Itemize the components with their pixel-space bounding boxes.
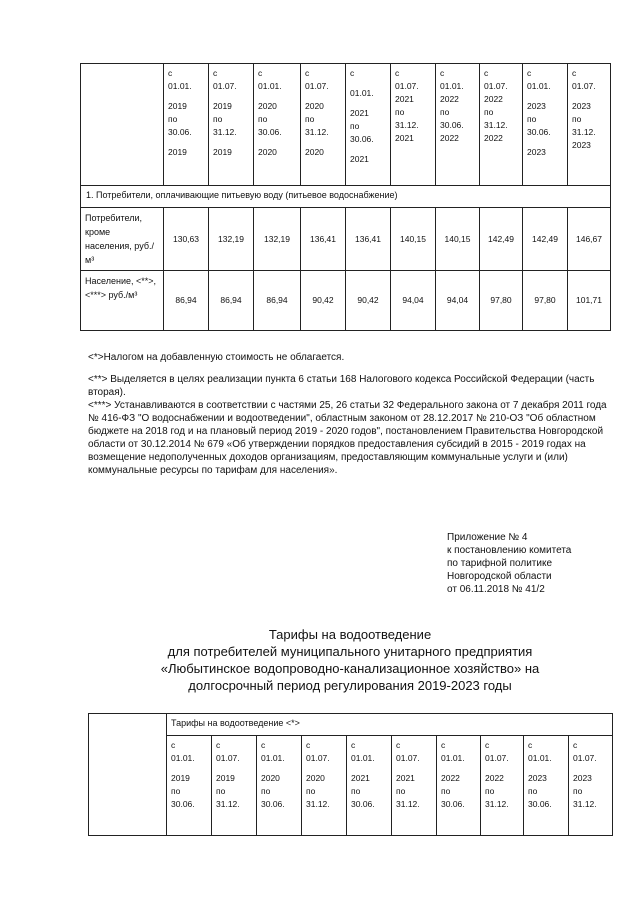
period-cell: с 01.01. 2020 по 30.06. 2020 [254, 64, 301, 186]
table-row [81, 271, 611, 331]
appendix-line: к постановлению комитета [447, 545, 572, 556]
appendix-block [447, 531, 571, 596]
period-cell: с 01.07. 2022 по 31.12. [481, 736, 524, 836]
value-cell: 140,15 [436, 208, 480, 271]
period-header-row [81, 64, 611, 186]
value-cell: 146,67 [568, 208, 611, 271]
period-cell: с 01.01. 2019 по 30.06. [167, 736, 212, 836]
period-cell: с 01.07. 2020 по 31.12. [302, 736, 347, 836]
header-empty-cell [81, 64, 164, 186]
value-cell: 132,19 [254, 208, 301, 271]
value-cell: 94,04 [436, 271, 480, 331]
footnote-vat: <*>Налогом на добавленную стоимость не облагается. [88, 352, 345, 363]
value-cell: 94,04 [391, 271, 436, 331]
title-line: Тарифы на водоотведение [268, 627, 432, 642]
period-cell: с 01.01. 2021 по 30.06. [347, 736, 392, 836]
appendix-line: от 06.11.2018 № 41/2 [447, 584, 545, 595]
header-empty-cell [89, 714, 167, 836]
period-cell: с 01.01. 2022 по 30.06. 2022 [436, 64, 480, 186]
period-cell: с 01.07. 2019 по 31.12. [212, 736, 257, 836]
value-cell: 97,80 [480, 271, 523, 331]
title-line: «Любытинское водопроводно-канализационное хозяйство» на [160, 661, 540, 676]
section-title: 1. Потребители, оплачивающие питьевую воду (питьевое водоснабжение) [81, 186, 611, 208]
footnotes [88, 351, 608, 477]
value-cell: 142,49 [480, 208, 523, 271]
value-cell: 142,49 [523, 208, 568, 271]
period-cell: с 01.01. 2019 по 30.06. 2019 [164, 64, 209, 186]
value-cell: 136,41 [301, 208, 346, 271]
period-cell: с 01.07. 2023 по 31.12. 2023 [568, 64, 611, 186]
value-cell: 101,71 [568, 271, 611, 331]
value-cell: 86,94 [209, 271, 254, 331]
value-cell: 97,80 [523, 271, 568, 331]
value-cell: 136,41 [346, 208, 391, 271]
value-cell: 90,42 [346, 271, 391, 331]
period-cell: с 01.07. 2020 по 31.12. 2020 [301, 64, 346, 186]
tariff-table-sewerage [88, 713, 613, 836]
value-cell: 130,63 [164, 208, 209, 271]
appendix-line: Новгородской области [447, 571, 552, 582]
value-cell: 132,19 [209, 208, 254, 271]
page-title [90, 626, 610, 694]
period-cell: с 01.01. 2022 по 30.06. [437, 736, 481, 836]
row-label: Население, <**>, <***> руб./м³ [81, 271, 164, 331]
period-cell: с 01.07. 2023 по 31.12. [569, 736, 613, 836]
title-line: для потребителей муниципального унитарного предприятия [167, 644, 533, 659]
period-cell: с 01.01. 2023 по 30.06. 2023 [523, 64, 568, 186]
period-cell: с 01.07. 2021 по 31.12. 2021 [391, 64, 436, 186]
period-cell: с 01.07. 2019 по 31.12. 2019 [209, 64, 254, 186]
period-cell: с 01.07. 2022 по 31.12. 2022 [480, 64, 523, 186]
title-line: долгосрочный период регулирования 2019-2023 годы [188, 678, 512, 693]
period-cell: с 01.01. 2023 по 30.06. [524, 736, 569, 836]
footnote-tax-code: <**> Выделяется в целях реализации пункта 6 статьи 168 Налогового кодекса Российской Федерации (часть вторая). [88, 374, 595, 398]
appendix-line: по тарифной политике [447, 558, 552, 569]
period-cell: с 01.01. 2020 по 30.06. [257, 736, 302, 836]
period-cell: с 01.07. 2021 по 31.12. [392, 736, 437, 836]
header-row [89, 714, 613, 736]
value-cell: 86,94 [164, 271, 209, 331]
table-header: Тарифы на водоотведение <*> [167, 714, 613, 736]
appendix-line: Приложение № 4 [447, 532, 528, 543]
value-cell: 90,42 [301, 271, 346, 331]
tariff-table-water-supply [80, 63, 611, 331]
period-cell: с 01.01. 2021 по 30.06. 2021 [346, 64, 391, 186]
period-header-row [89, 736, 613, 836]
table-row [81, 208, 611, 271]
value-cell: 140,15 [391, 208, 436, 271]
section-row [81, 186, 611, 208]
row-label: Потребители, кроме населения, руб./м³ [81, 208, 164, 271]
value-cell: 86,94 [254, 271, 301, 331]
footnote-federal-law: <***> Устанавливаются в соответствии с частями 25, 26 статьи 32 Федерального закона от 7 декабря 2011 года № 416-ФЗ "О водоснабжении и водоотведении", областным законом от 28.12.2017 № 210-ОЗ "Об областном бюджете на 2018 год и на плановый период 2019 - 2020 годов", постановлением Правительства Новгородской области от 30.12.2014 № 679 «Об утверждении порядков предоставления субсидий в 2015 - 2019 годах на возмещение недополученных доходов организациям, предоставляющим коммунальные услуги и (или) коммунальные ресурсы по тарифам для населения». [88, 400, 607, 476]
